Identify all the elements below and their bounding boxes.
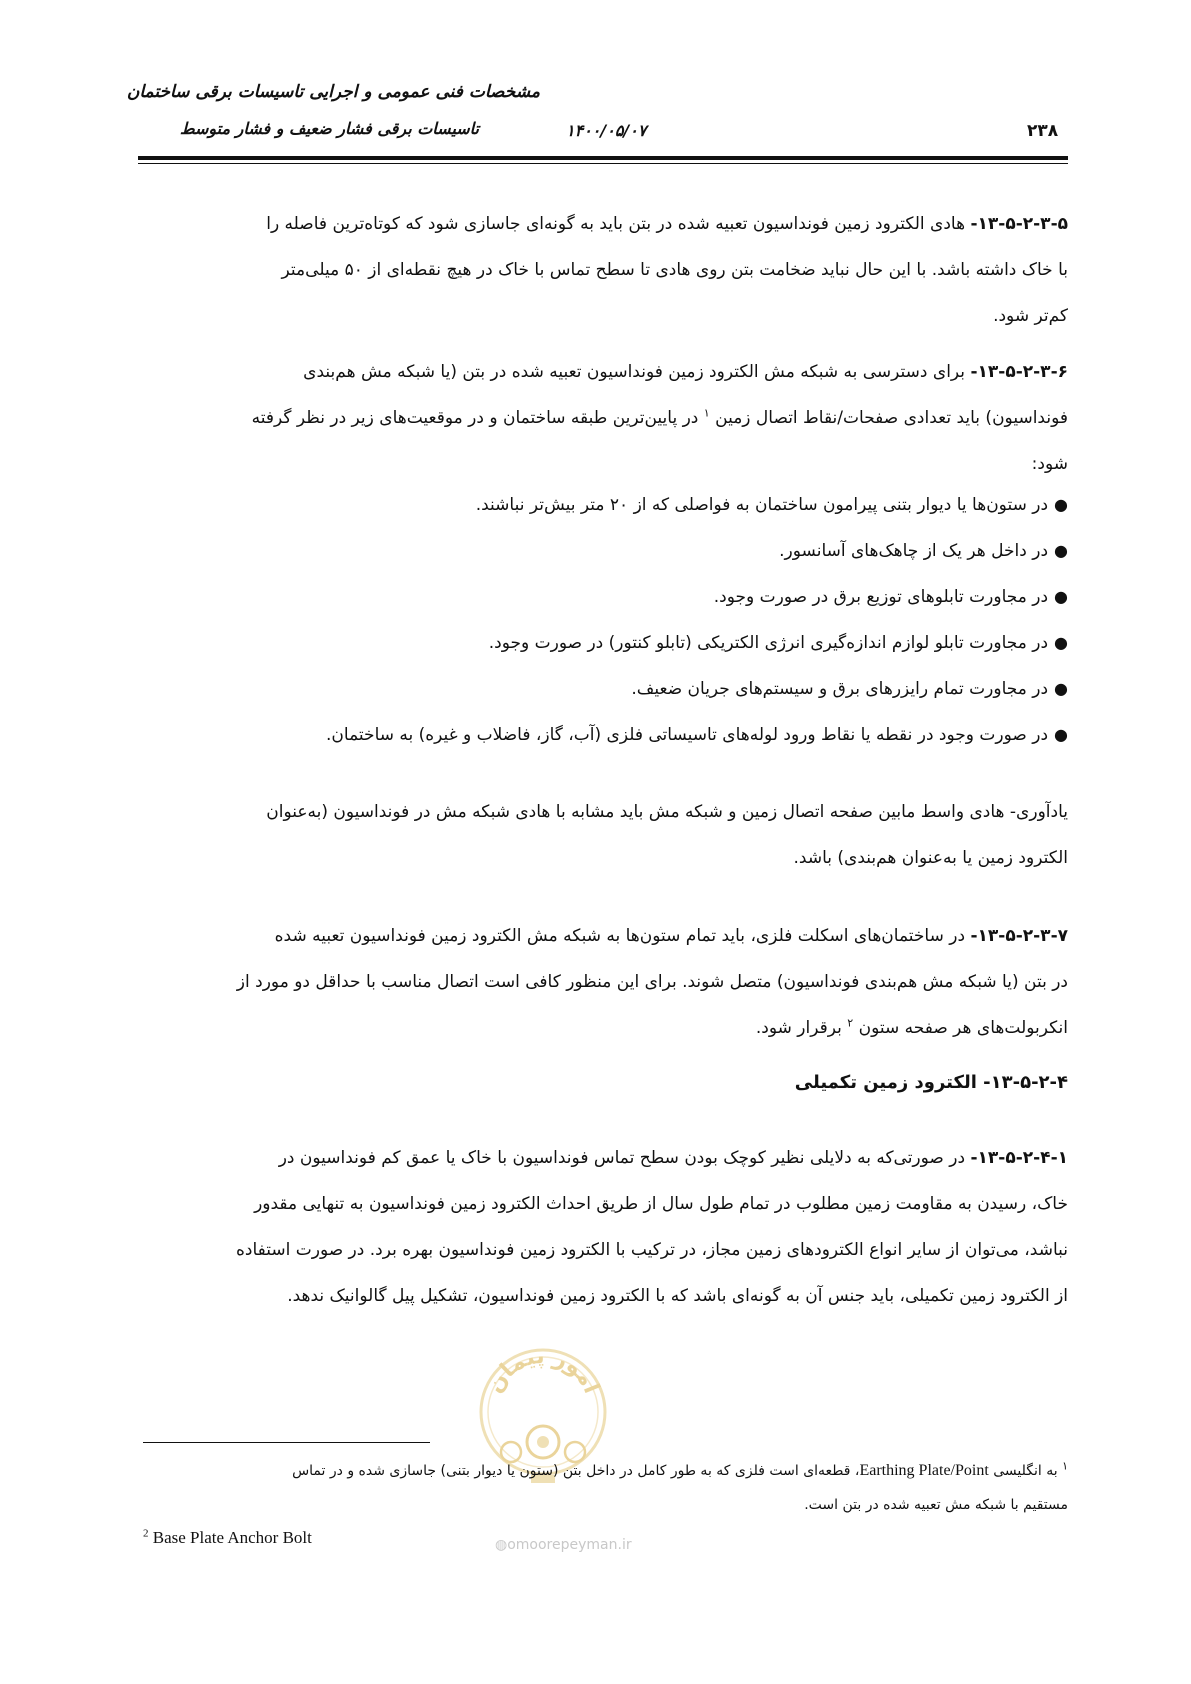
list-item — [326, 574, 1068, 620]
footnote-english-term: Earthing Plate/Point — [859, 1462, 989, 1479]
footnote-1 — [138, 1454, 1068, 1522]
paragraph-text: برقرار شود. — [755, 1018, 842, 1038]
header-subtitle: تاسیسات برقی فشار ضعیف و فشار متوسط — [179, 119, 479, 138]
footnote-line: مستقیم با شبکه مش تعبیه شده در بتن است. — [804, 1497, 1068, 1513]
list-item — [326, 528, 1068, 574]
list-item — [326, 482, 1068, 528]
paragraph-13-5-2-4-1 — [138, 1135, 1068, 1319]
list-item-text: در مجاورت تمام رایزرهای برق و سیستم‌های جریان ضعیف. — [631, 679, 1049, 699]
paragraph-13-5-2-3-6 — [138, 349, 1068, 487]
bullet-icon: ● — [1054, 633, 1068, 652]
paragraph-text: در ساختمان‌های اسکلت فلزی، باید تمام ستون‌ها به شبکه مش الکترود زمین فونداسیون تعبیه شده — [274, 926, 966, 946]
paragraph-line: با خاک داشته باشد. با این حال نباید ضخامت بتن روی هادی تا سطح تماس با خاک در هیچ نقطه‌ای از ۵۰ میلی‌متر — [281, 260, 1068, 280]
globe-icon: ◍ — [495, 1537, 508, 1553]
bullet-icon: ● — [1054, 725, 1068, 744]
clause-number: ۱۳-۵-۲-۴-۱- — [970, 1148, 1068, 1168]
paragraph-line: الکترود زمین یا به‌عنوان هم‌بندی) باشد. — [793, 848, 1068, 868]
footnote-ref-1[interactable]: ۱ — [703, 406, 710, 420]
list-item-text: در داخل هر یک از چاهک‌های آسانسور. — [779, 541, 1049, 561]
paragraph-text: فونداسیون) باید تعدادی صفحات/نقاط اتصال زمین — [715, 408, 1068, 428]
paragraph-13-5-2-3-7 — [138, 913, 1068, 1051]
watermark-site-text: omoorepeyman.ir — [507, 1537, 632, 1553]
list-item-text: در مجاورت تابلو لوازم اندازه‌گیری انرژی الکتریکی (تابلو کنتور) در صورت وجود. — [488, 633, 1049, 653]
footnote-text: Base Plate Anchor Bolt — [152, 1528, 312, 1547]
paragraph-13-5-2-3-5 — [138, 201, 1068, 339]
location-list — [326, 482, 1068, 758]
footnote-mark: ۱ — [1062, 1459, 1068, 1473]
bullet-icon: ● — [1054, 541, 1068, 560]
section-heading: ۱۳-۵-۲-۴- الکترود زمین تکمیلی — [794, 1072, 1068, 1093]
paragraph-text: برای دسترسی به شبکه مش الکترود زمین فونداسیون تعبیه شده در بتن (یا شبکه مش هم‌بندی — [303, 362, 966, 382]
header-title: مشخصات فنی عمومی و اجرایی تاسیسات برقی ساختمان — [126, 82, 540, 102]
header-date: ۱۴۰۰/۰۵/۰۷ — [566, 121, 647, 140]
paragraph-line: از الکترود زمین تکمیلی، باید جنس آن به گونه‌ای باشد که با الکترود زمین فونداسیون، تشکیل پیل گالوانیک ندهد. — [287, 1286, 1068, 1306]
footnote-ref-2[interactable]: ۲ — [847, 1016, 854, 1030]
paragraph-line — [138, 349, 1068, 395]
bullet-icon: ● — [1054, 495, 1068, 514]
footnote-rule — [143, 1442, 430, 1443]
paragraph-line — [138, 1135, 1068, 1181]
paragraph-line: نباشد، می‌توان از سایر انواع الکترودهای زمین مجاز، در ترکیب با الکترود زمین فونداسیون بهره برد. در صورت استفاده — [235, 1240, 1068, 1260]
paragraph-line — [138, 201, 1068, 247]
footnote-text: به انگلیسی — [993, 1463, 1058, 1479]
bullet-icon: ● — [1054, 587, 1068, 606]
footnote-2 — [143, 1528, 312, 1548]
paragraph-line: در بتن (یا شبکه مش هم‌بندی فونداسیون) متصل شوند. برای این منظور کافی است اتصال مناسب با حداقل دو مورد از — [236, 972, 1068, 992]
clause-number: ۱۳-۵-۲-۳-۶- — [970, 362, 1068, 382]
list-item-text: در مجاورت تابلوهای توزیع برق در صورت وجود. — [713, 587, 1049, 607]
paragraph-line: کم‌تر شود. — [993, 306, 1068, 326]
paragraph-line: خاک، رسیدن به مقاومت زمین مطلوب در تمام طول سال از طریق احداث الکترود زمین فونداسیون به تنهایی مقدور — [254, 1194, 1068, 1214]
note-paragraph — [138, 789, 1068, 881]
paragraph-line: شود: — [1031, 454, 1068, 474]
watermark-logo-text: امور پیمان — [482, 1343, 604, 1398]
paragraph-text: انکربولت‌های هر صفحه ستون — [858, 1018, 1068, 1038]
paragraph-line — [138, 913, 1068, 959]
watermark-site — [495, 1537, 632, 1553]
list-item — [326, 712, 1068, 758]
header-rule-thick — [138, 156, 1068, 160]
footnote-text: ، قطعه‌ای است فلزی که به طور کامل در داخل بتن (ستون یا دیوار بتنی) جاسازی شده و در تماس — [292, 1463, 860, 1479]
list-item — [326, 620, 1068, 666]
list-item — [326, 666, 1068, 712]
paragraph-text: هادی الکترود زمین فونداسیون تعبیه شده در بتن باید به گونه‌ای جاسازی شود که کوتاه‌ترین فاصله را — [266, 214, 966, 234]
header-rule-thin — [138, 163, 1068, 164]
paragraph-text: در صورتی‌که به دلایلی نظیر کوچک بودن سطح تماس فونداسیون با خاک یا عمق کم فونداسیون در — [278, 1148, 966, 1168]
bullet-icon: ● — [1054, 679, 1068, 698]
list-item-text: در ستون‌ها یا دیوار بتنی پیرامون ساختمان به فواصلی که از ۲۰ متر بیش‌تر نباشند. — [475, 495, 1049, 515]
footnote-line — [138, 1454, 1068, 1488]
clause-number: ۱۳-۵-۲-۳-۷- — [970, 926, 1068, 946]
clause-number: ۱۳-۵-۲-۳-۵- — [970, 214, 1068, 234]
paragraph-text: در پایین‌ترین طبقه ساختمان و در موقعیت‌های زیر در نظر گرفته — [251, 408, 699, 428]
paragraph-line — [138, 395, 1068, 441]
paragraph-line: یادآوری- هادی واسط مابین صفحه اتصال زمین و شبکه مش باید مشابه با هادی شبکه مش در فونداسیون (به‌عنوان — [266, 802, 1068, 822]
page-number: ۲۳۸ — [1027, 121, 1059, 141]
paragraph-line — [138, 1005, 1068, 1051]
footnote-mark: 2 — [143, 1527, 149, 1540]
list-item-text: در صورت وجود در نقطه یا نقاط ورود لوله‌های تاسیساتی فلزی (آب، گاز، فاضلاب و غیره) به ساختمان. — [326, 725, 1049, 745]
